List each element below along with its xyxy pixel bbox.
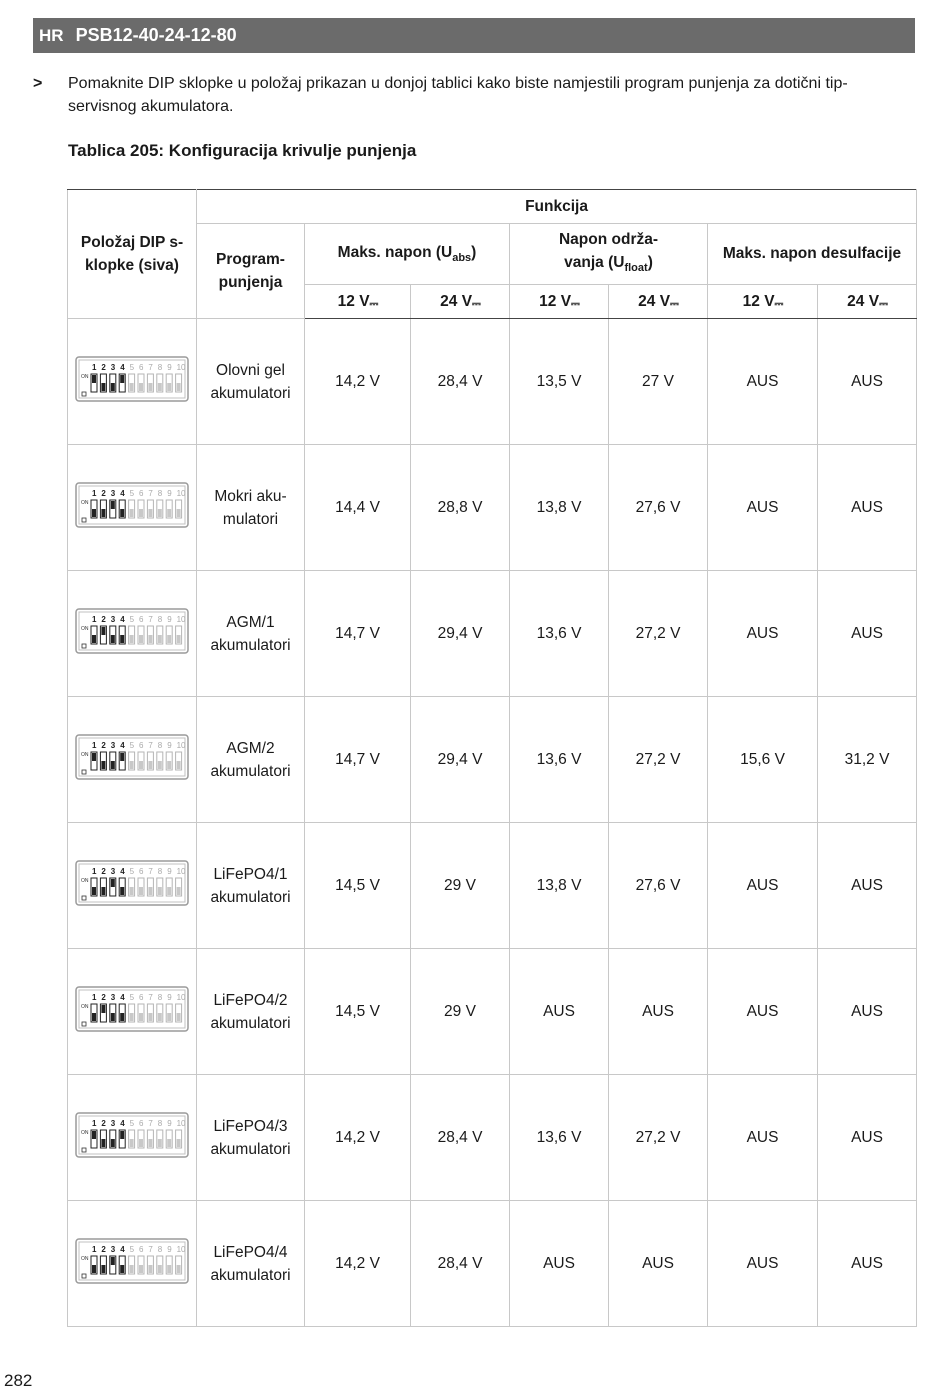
dip-switch-knob	[130, 1139, 134, 1147]
dip-switch-number: 1	[92, 993, 97, 1002]
dip-switch-knob	[167, 383, 171, 391]
dip-switch-diagram	[75, 356, 189, 402]
dip-switch-knob	[139, 887, 143, 895]
dip-switch-number: 5	[129, 363, 135, 372]
dip-switch-knob	[92, 1265, 96, 1273]
value-cell: AUS	[609, 1201, 708, 1327]
dip-switch-diagram	[75, 482, 189, 528]
value-cell: 15,6 V	[708, 697, 818, 823]
dip-switch-number: 4	[120, 867, 125, 876]
dip-switch-number: 9	[167, 993, 172, 1002]
dip-switch-number: 9	[167, 615, 172, 624]
dip-switch-number: 8	[157, 867, 163, 876]
table-row	[68, 319, 917, 445]
dip-switch-number: 3	[110, 993, 116, 1002]
value-cell: 14,7 V	[305, 697, 411, 823]
dip-on-label: ON	[81, 1004, 89, 1010]
header-12v-abs: 12 V⎓	[305, 285, 411, 319]
charging-curve-table	[67, 189, 917, 1327]
program-name-line2: akumulatori	[210, 1266, 291, 1284]
dip-switch-knob	[139, 383, 143, 391]
dip-switch-knob	[177, 761, 181, 769]
value-cell: AUS	[818, 319, 917, 445]
program-name-cell	[197, 949, 305, 1075]
header-program: Program-punjenja	[197, 224, 305, 319]
dip-switch-number: 7	[148, 363, 153, 372]
program-name-line2: akumulatori	[210, 762, 291, 780]
dip-switch-knob	[92, 887, 96, 895]
dip-switch-knob	[111, 879, 115, 887]
dip-switch-knob	[139, 509, 143, 517]
program-name-line1: AGM/1	[226, 613, 275, 631]
dip-switch-number: 7	[148, 993, 153, 1002]
program-name-line1: AGM/2	[226, 739, 275, 757]
value-cell: AUS	[818, 571, 917, 697]
dip-switch-icon	[75, 860, 189, 906]
program-name-line2: mulatori	[222, 510, 279, 528]
value-cell: 29,4 V	[411, 571, 510, 697]
table-row	[68, 697, 917, 823]
program-name-line1: LiFePO4/4	[213, 1243, 288, 1261]
value-cell: AUS	[708, 319, 818, 445]
dip-switch-knob	[101, 887, 105, 895]
dip-switch-number: 7	[148, 1245, 153, 1254]
dip-switch-knob	[120, 887, 124, 895]
value-cell: 27,6 V	[609, 445, 708, 571]
dip-on-label: ON	[81, 1130, 89, 1136]
dip-switch-number: 10	[176, 867, 186, 876]
dip-switch-number: 8	[157, 1119, 163, 1128]
dip-switch-number: 6	[139, 615, 144, 624]
dip-switch-knob	[158, 1139, 162, 1147]
value-cell: AUS	[818, 949, 917, 1075]
dip-switch-knob	[158, 635, 162, 643]
dip-switch-knob	[92, 753, 96, 761]
dip-position-cell	[68, 445, 197, 571]
table-caption: Tablica 205: Konfiguracija krivulje punjenja	[68, 141, 417, 160]
dip-switch-knob	[167, 1265, 171, 1273]
dip-switch-number: 1	[92, 363, 97, 372]
dip-switch-number: 6	[139, 489, 144, 498]
dip-switch-number: 2	[101, 993, 106, 1002]
table-row	[68, 1201, 917, 1327]
dip-switch-knob	[167, 1139, 171, 1147]
dip-switch-number: 6	[139, 993, 144, 1002]
dip-switch-number: 2	[101, 741, 106, 750]
value-cell: 14,5 V	[305, 823, 411, 949]
value-cell: AUS	[510, 1201, 609, 1327]
dip-switch-icon	[75, 608, 189, 654]
value-cell: AUS	[708, 1201, 818, 1327]
program-name-cell	[197, 445, 305, 571]
dip-switch-knob	[101, 383, 105, 391]
dip-position-cell	[68, 1075, 197, 1201]
dip-switch-diagram	[75, 1238, 189, 1284]
value-cell: 28,4 V	[411, 319, 510, 445]
dip-switch-number: 6	[139, 1245, 144, 1254]
dip-switch-number: 5	[129, 1245, 135, 1254]
dip-switch-diagram	[75, 608, 189, 654]
header-24v-abs: 24 V⎓	[411, 285, 510, 319]
dip-switch-number: 9	[167, 1119, 172, 1128]
value-cell: AUS	[510, 949, 609, 1075]
dip-switch-number: 1	[92, 741, 97, 750]
value-cell: 29 V	[411, 823, 510, 949]
dip-switch-number: 9	[167, 1245, 172, 1254]
dip-switch-number: 7	[148, 867, 153, 876]
dip-switch-knob	[92, 509, 96, 517]
dip-switch-number: 9	[167, 867, 172, 876]
dip-switch-number: 4	[120, 1245, 125, 1254]
dip-switch-knob	[167, 635, 171, 643]
dip-position-cell	[68, 319, 197, 445]
dip-switch-knob	[139, 1139, 143, 1147]
dip-switch-knob	[177, 1139, 181, 1147]
value-cell: AUS	[818, 445, 917, 571]
dip-switch-icon	[75, 482, 189, 528]
dip-switch-number: 7	[148, 1119, 153, 1128]
dip-switch-number: 8	[157, 1245, 163, 1254]
dip-switch-knob	[177, 635, 181, 643]
dip-switch-diagram	[75, 986, 189, 1032]
dip-switch-number: 7	[148, 741, 153, 750]
dip-switch-number: 8	[157, 993, 163, 1002]
dip-switch-knob	[92, 1013, 96, 1021]
dip-switch-number: 10	[176, 741, 186, 750]
program-name-line1: Mokri aku-	[214, 487, 287, 505]
dip-position-cell	[68, 697, 197, 823]
instruction-paragraph	[33, 72, 913, 118]
dip-switch-number: 6	[139, 1119, 144, 1128]
dip-switch-knob	[130, 635, 134, 643]
dip-switch-knob	[167, 887, 171, 895]
table-row	[68, 823, 917, 949]
dip-switch-knob	[130, 383, 134, 391]
dip-switch-knob	[148, 1139, 152, 1147]
dip-switch-knob	[101, 509, 105, 517]
program-name-line1: LiFePO4/2	[213, 991, 288, 1009]
header-desulfation: Maks. napon desulfacije	[708, 224, 917, 285]
dip-position-cell	[68, 949, 197, 1075]
dip-switch-number: 8	[157, 489, 163, 498]
program-name-cell	[197, 319, 305, 445]
dip-switch-number: 2	[101, 615, 106, 624]
program-name-cell	[197, 1201, 305, 1327]
dip-switch-number: 1	[92, 1245, 97, 1254]
dip-position-cell	[68, 823, 197, 949]
dip-on-label: ON	[81, 1256, 89, 1262]
dip-switch-knob	[111, 1139, 115, 1147]
dip-switch-number: 6	[139, 741, 144, 750]
dip-switch-number: 3	[110, 489, 116, 498]
dip-switch-knob	[167, 509, 171, 517]
program-name-cell	[197, 1075, 305, 1201]
dip-switch-number: 6	[139, 363, 144, 372]
dip-switch-knob	[130, 887, 134, 895]
dip-on-label: ON	[81, 500, 89, 506]
dip-switch-number: 9	[167, 489, 172, 498]
dip-switch-knob	[92, 375, 96, 383]
table-row	[68, 1075, 917, 1201]
table-row	[68, 571, 917, 697]
dip-switch-number: 10	[176, 993, 186, 1002]
value-cell: 31,2 V	[818, 697, 917, 823]
dip-switch-number: 1	[92, 489, 97, 498]
value-cell: 13,5 V	[510, 319, 609, 445]
dip-switch-knob	[111, 1013, 115, 1021]
dip-switch-knob	[148, 887, 152, 895]
value-cell: 14,4 V	[305, 445, 411, 571]
program-name-cell	[197, 571, 305, 697]
dip-switch-number: 10	[176, 1119, 186, 1128]
dip-switch-knob	[148, 635, 152, 643]
program-name-line2: akumulatori	[210, 888, 291, 906]
dip-switch-knob	[177, 1265, 181, 1273]
dip-switch-knob	[139, 635, 143, 643]
program-name-line2: akumulatori	[210, 1014, 291, 1032]
dip-switch-knob	[158, 509, 162, 517]
dip-switch-number: 9	[167, 741, 172, 750]
header-float-voltage: Napon održa- vanja $(U_{float})$	[510, 224, 708, 285]
dip-switch-number: 4	[120, 489, 125, 498]
value-cell: 28,8 V	[411, 445, 510, 571]
dip-switch-number: 5	[129, 993, 135, 1002]
dip-switch-knob	[120, 1013, 124, 1021]
program-name-line2: akumulatori	[210, 636, 291, 654]
value-cell: AUS	[708, 949, 818, 1075]
value-cell: 14,7 V	[305, 571, 411, 697]
dip-switch-number: 5	[129, 489, 135, 498]
dip-on-label: ON	[81, 626, 89, 632]
dip-switch-knob	[148, 1013, 152, 1021]
program-name-cell	[197, 697, 305, 823]
dip-switch-number: 5	[129, 1119, 135, 1128]
dip-position-cell	[68, 1201, 197, 1327]
dip-switch-number: 8	[157, 741, 163, 750]
dip-switch-diagram	[75, 734, 189, 780]
dip-switch-number: 3	[110, 363, 116, 372]
value-cell: 13,6 V	[510, 697, 609, 823]
dip-switch-icon	[75, 986, 189, 1032]
dip-switch-knob	[101, 761, 105, 769]
dip-switch-knob	[101, 627, 105, 635]
value-cell: 13,8 V	[510, 823, 609, 949]
dip-switch-number: 7	[148, 489, 153, 498]
dip-switch-number: 10	[176, 489, 186, 498]
dip-switch-knob	[158, 761, 162, 769]
table-row	[68, 949, 917, 1075]
dip-switch-knob	[111, 635, 115, 643]
dip-switch-number: 10	[176, 363, 186, 372]
header-12v-desulf: 12 V⎓	[708, 285, 818, 319]
dip-switch-number: 5	[129, 615, 135, 624]
dip-switch-number: 4	[120, 363, 125, 372]
value-cell: AUS	[818, 823, 917, 949]
dip-switch-number: 3	[110, 1119, 116, 1128]
dip-switch-knob	[111, 761, 115, 769]
value-cell: 28,4 V	[411, 1075, 510, 1201]
header-max-voltage: Maks. napon $(U_{abs})$	[305, 224, 510, 285]
dip-switch-knob	[130, 761, 134, 769]
dip-on-label: ON	[81, 374, 89, 380]
header-dip-position: Položaj DIP s-klopke (siva)	[68, 190, 197, 319]
section-header-bar	[33, 18, 915, 53]
language-code: HR	[39, 25, 64, 45]
dip-switch-number: 8	[157, 363, 163, 372]
header-12v-float: 12 V⎓	[510, 285, 609, 319]
dip-switch-knob	[120, 1131, 124, 1139]
dip-switch-knob	[92, 635, 96, 643]
value-cell: AUS	[708, 823, 818, 949]
model-number: PSB12-40-24-12-80	[75, 25, 237, 45]
dip-switch-number: 5	[129, 867, 135, 876]
dip-switch-icon	[75, 356, 189, 402]
value-cell: AUS	[708, 1075, 818, 1201]
value-cell: 14,2 V	[305, 319, 411, 445]
dip-switch-number: 1	[92, 1119, 97, 1128]
program-name-cell	[197, 823, 305, 949]
program-name-line1: LiFePO4/1	[213, 865, 288, 883]
value-cell: AUS	[818, 1075, 917, 1201]
dip-switch-knob	[111, 1257, 115, 1265]
dip-switch-number: 10	[176, 1245, 186, 1254]
dip-switch-knob	[177, 1013, 181, 1021]
dip-switch-knob	[120, 1265, 124, 1273]
dip-switch-knob	[139, 1265, 143, 1273]
dip-switch-diagram	[75, 860, 189, 906]
value-cell: 27 V	[609, 319, 708, 445]
dip-switch-icon	[75, 734, 189, 780]
dip-switch-knob	[148, 1265, 152, 1273]
dip-switch-number: 2	[101, 489, 106, 498]
dip-switch-knob	[177, 383, 181, 391]
program-name-line2: akumulatori	[210, 384, 291, 402]
dip-switch-knob	[167, 1013, 171, 1021]
dip-switch-knob	[111, 501, 115, 509]
dip-on-label: ON	[81, 752, 89, 758]
value-cell: 27,6 V	[609, 823, 708, 949]
dip-switch-number: 1	[92, 867, 97, 876]
dip-switch-knob	[148, 509, 152, 517]
dip-switch-knob	[158, 1013, 162, 1021]
dip-switch-number: 2	[101, 1119, 106, 1128]
dip-switch-knob	[101, 1139, 105, 1147]
dip-switch-knob	[120, 635, 124, 643]
instruction-text: Pomaknite DIP sklopke u položaj prikazan u donjoj tablici kako biste namjestili program punjenja za dotični tip-servisnog akumulatora.	[68, 75, 848, 115]
dip-switch-knob	[130, 1013, 134, 1021]
dip-switch-number: 2	[101, 1245, 106, 1254]
header-funkcija: Funkcija	[197, 190, 917, 224]
dip-switch-number: 4	[120, 993, 125, 1002]
page-number: 282	[4, 1371, 33, 1390]
dip-switch-knob	[158, 1265, 162, 1273]
value-cell: 27,2 V	[609, 697, 708, 823]
dip-switch-knob	[101, 1265, 105, 1273]
dip-switch-knob	[111, 383, 115, 391]
value-cell: AUS	[708, 571, 818, 697]
dip-switch-number: 3	[110, 867, 116, 876]
dip-switch-knob	[158, 383, 162, 391]
dip-switch-number: 6	[139, 867, 144, 876]
header-24v-float: 24 V⎓	[609, 285, 708, 319]
dip-switch-knob	[148, 761, 152, 769]
dip-switch-number: 3	[110, 1245, 116, 1254]
dip-switch-knob	[130, 509, 134, 517]
dip-switch-number: 2	[101, 867, 106, 876]
value-cell: 13,6 V	[510, 571, 609, 697]
dip-switch-number: 4	[120, 615, 125, 624]
value-cell: 14,2 V	[305, 1201, 411, 1327]
dip-switch-knob	[148, 383, 152, 391]
dip-switch-number: 7	[148, 615, 153, 624]
dip-switch-number: 4	[120, 1119, 125, 1128]
dip-switch-number: 1	[92, 615, 97, 624]
dip-position-cell	[68, 571, 197, 697]
value-cell: AUS	[708, 445, 818, 571]
dip-switch-knob	[130, 1265, 134, 1273]
dip-switch-knob	[158, 887, 162, 895]
dip-switch-diagram	[75, 1112, 189, 1158]
table-row	[68, 445, 917, 571]
dip-switch-icon	[75, 1238, 189, 1284]
dip-switch-icon	[75, 1112, 189, 1158]
bullet-arrow-icon: >	[33, 75, 43, 92]
dip-on-label: ON	[81, 878, 89, 884]
value-cell: AUS	[818, 1201, 917, 1327]
value-cell: 14,5 V	[305, 949, 411, 1075]
dip-switch-knob	[120, 375, 124, 383]
dip-switch-knob	[92, 1131, 96, 1139]
dip-switch-number: 4	[120, 741, 125, 750]
dip-switch-number: 10	[176, 615, 186, 624]
value-cell: 28,4 V	[411, 1201, 510, 1327]
dip-switch-knob	[177, 887, 181, 895]
dip-switch-number: 9	[167, 363, 172, 372]
value-cell: 14,2 V	[305, 1075, 411, 1201]
value-cell: 29,4 V	[411, 697, 510, 823]
value-cell: 29 V	[411, 949, 510, 1075]
program-name-line1: Olovni gel	[216, 361, 285, 379]
value-cell: 27,2 V	[609, 571, 708, 697]
header-24v-desulf: 24 V⎓	[818, 285, 917, 319]
program-name-line1: LiFePO4/3	[213, 1117, 288, 1135]
dip-switch-number: 3	[110, 615, 116, 624]
dip-switch-number: 2	[101, 363, 106, 372]
value-cell: 27,2 V	[609, 1075, 708, 1201]
dip-switch-knob	[139, 1013, 143, 1021]
dip-switch-knob	[101, 1005, 105, 1013]
value-cell: 13,6 V	[510, 1075, 609, 1201]
dip-switch-knob	[120, 509, 124, 517]
value-cell: AUS	[609, 949, 708, 1075]
value-cell: 13,8 V	[510, 445, 609, 571]
program-name-line2: akumulatori	[210, 1140, 291, 1158]
dip-switch-knob	[120, 753, 124, 761]
dip-switch-knob	[177, 509, 181, 517]
dip-switch-number: 3	[110, 741, 116, 750]
dip-switch-number: 8	[157, 615, 163, 624]
dip-switch-knob	[139, 761, 143, 769]
dip-switch-number: 5	[129, 741, 135, 750]
dip-switch-knob	[167, 761, 171, 769]
